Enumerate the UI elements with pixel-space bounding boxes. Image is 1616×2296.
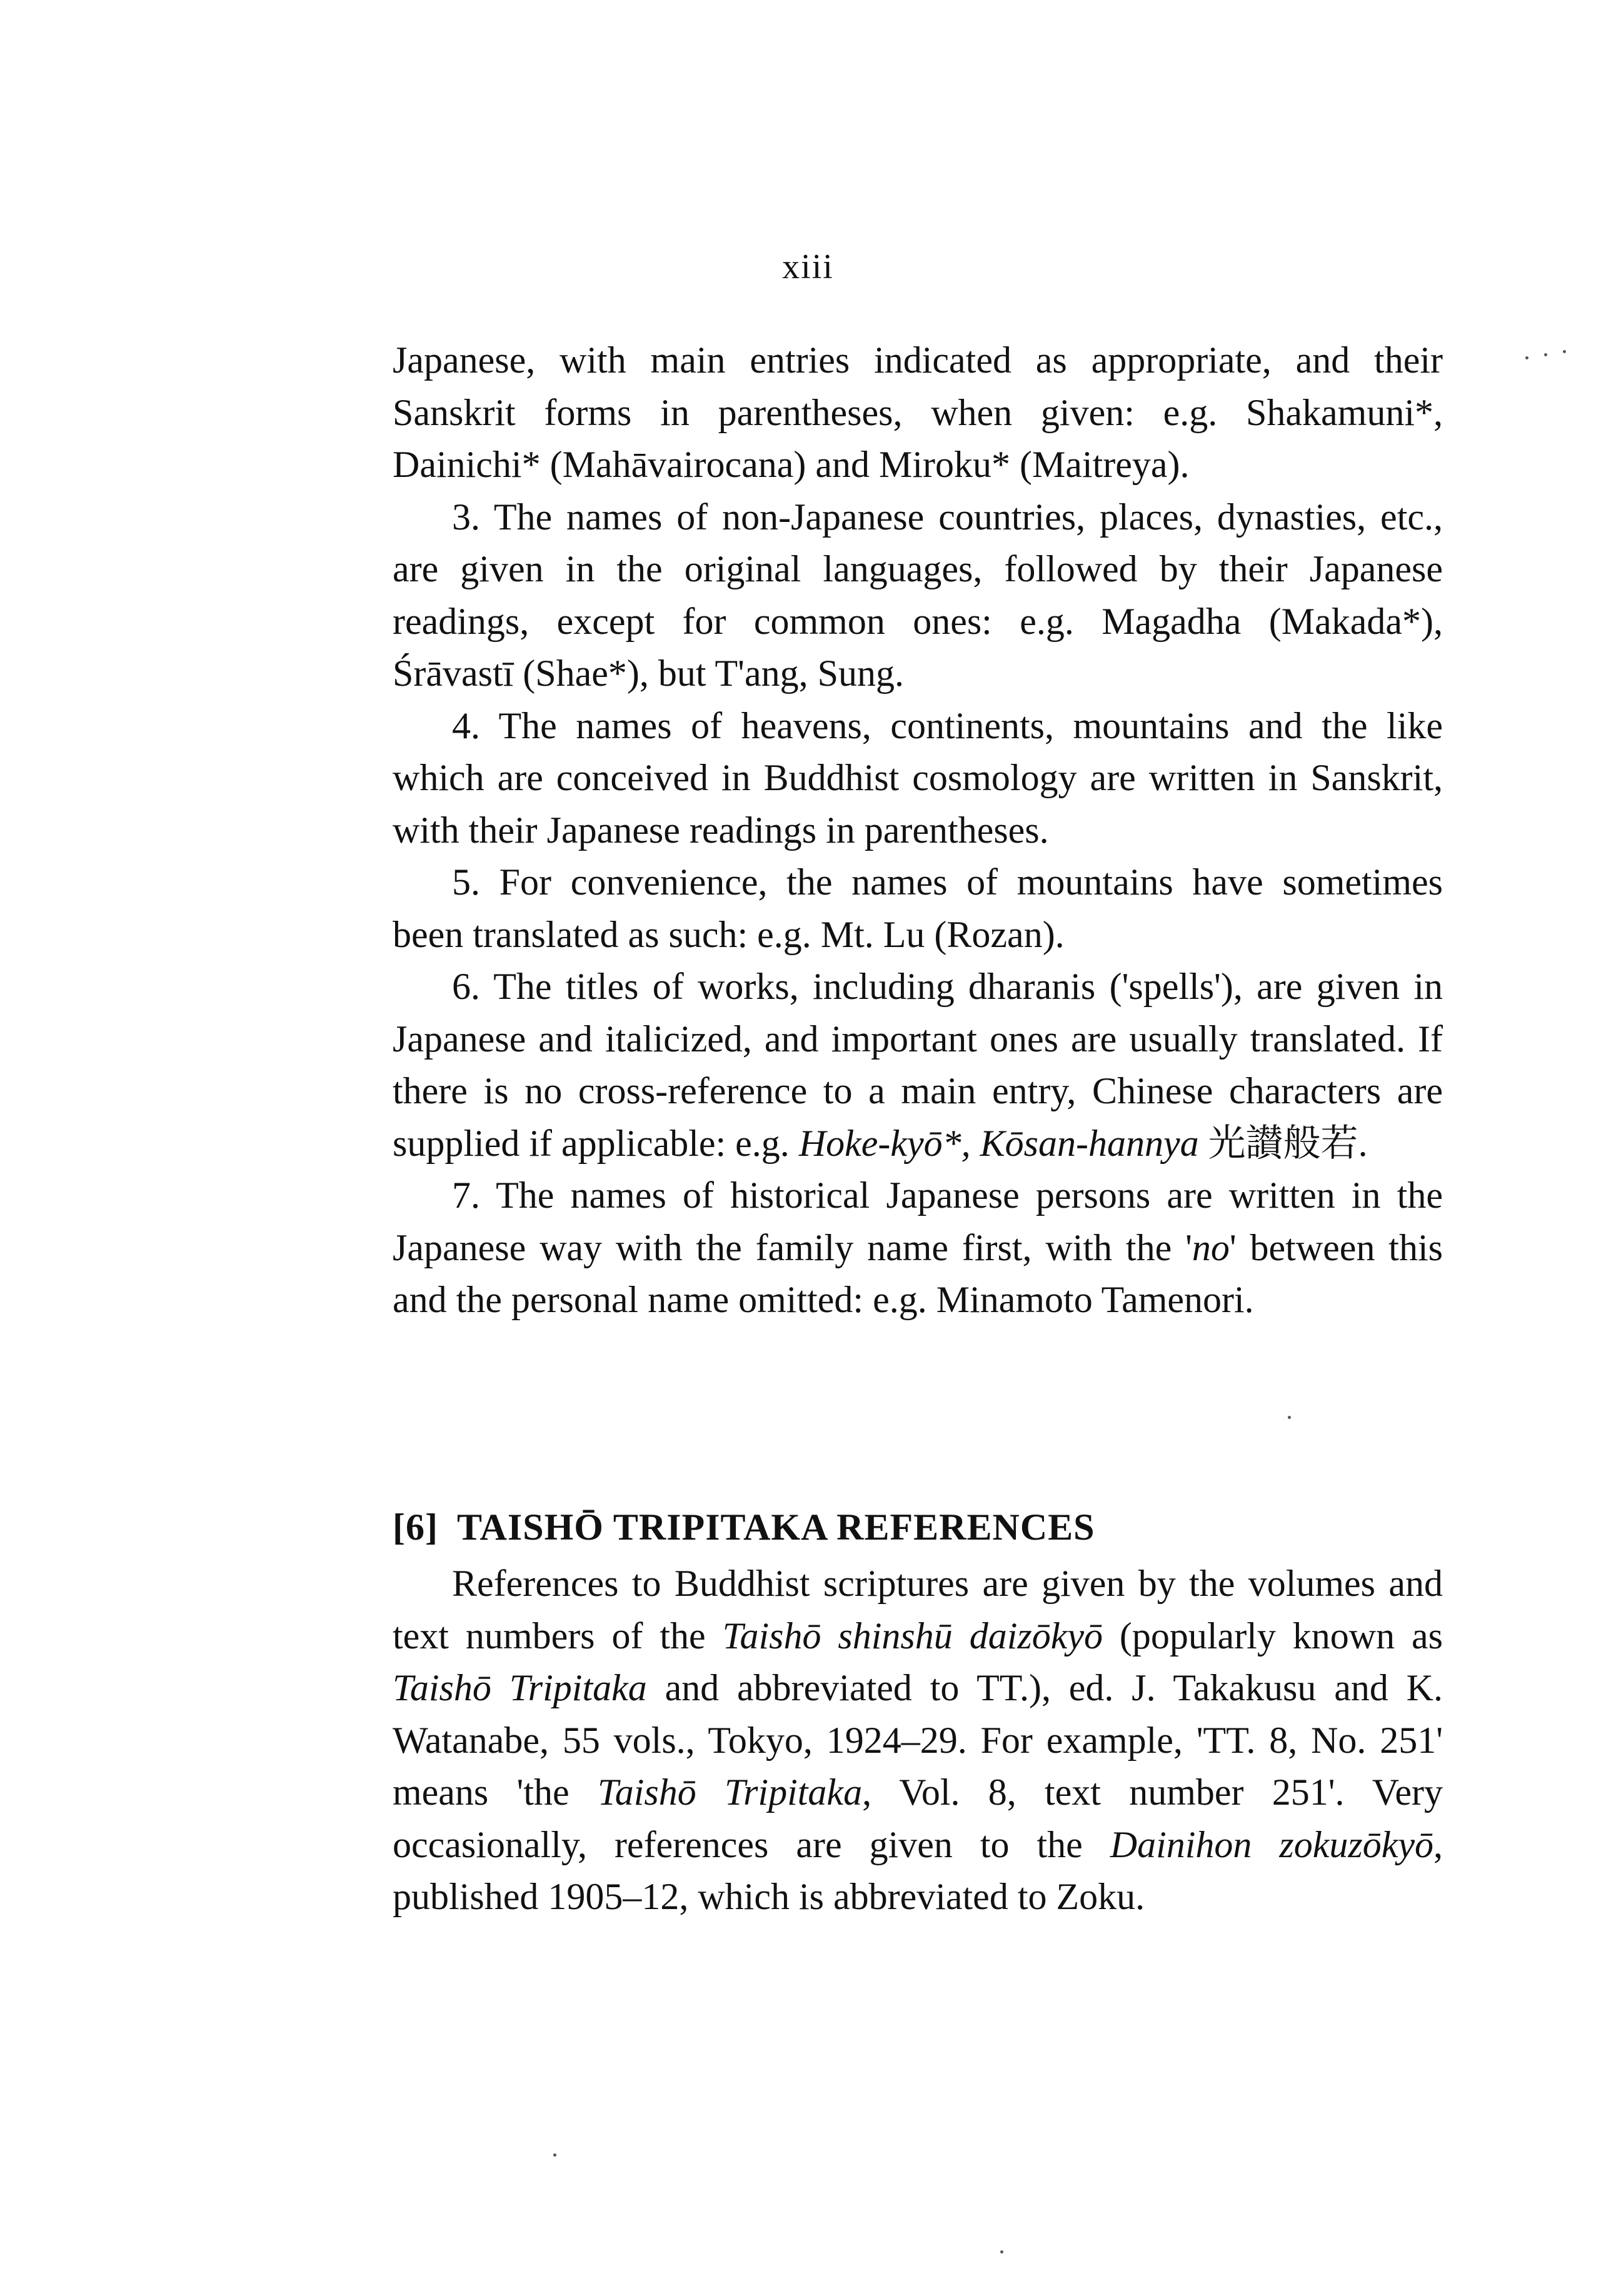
italic-term: no <box>1192 1226 1230 1268</box>
italic-title: Taishō shinshū daizōkyō <box>722 1615 1103 1657</box>
scan-speck <box>553 2153 556 2157</box>
scan-speck <box>1288 1416 1291 1419</box>
italic-title: Taishō Tripitaka <box>597 1772 863 1813</box>
scan-speck <box>1544 353 1547 356</box>
scan-speck <box>1563 350 1566 353</box>
paragraph-text: References to Buddhist scriptures are given by the volumes and text numbers of the <box>393 1563 1443 1657</box>
chinese-characters: 光讃般若. <box>1198 1122 1368 1164</box>
page-number: xiii <box>782 248 834 286</box>
paragraph-text: Japanese, with main entries indicated as appropriate, and their Sanskrit forms in parentheses, when given: e.g. Shakamuni*, Dainichi* (Mahāvairocana) and Miroku* (Maitreya). <box>393 339 1443 485</box>
paragraph-text: (popularly known as <box>1102 1615 1443 1657</box>
paragraph-text: 7. The names of historical Japanese persons are written in the Japanese way with the family name first, with the ' <box>393 1175 1443 1268</box>
paragraph-item-7 <box>393 1170 1443 1326</box>
paragraph-item-4 <box>393 700 1443 857</box>
italic-title: Dainihon zokuzōkyō <box>1110 1823 1433 1865</box>
paragraph-text: 6. The titles of works, including dharanis ('spells'), are given in Japanese and italicized, and important ones are usually translated. If there is no cross-reference to a main entry, Chinese characters are supplied if applicable: e.g. <box>393 966 1443 1164</box>
section-number: [6] <box>393 1506 438 1548</box>
section-paragraph <box>393 1558 1443 1923</box>
italic-title: Hoke-kyō*, Kōsan-hannya <box>798 1122 1199 1164</box>
paragraph-text: and abbreviated to TT.), ed. J. Takakusu and K. Watanabe, 55 vols., Tokyo, 1924–29. For example, 'TT. 8, No. 251' means 'the <box>393 1667 1443 1813</box>
italic-title: Taishō Tripitaka <box>393 1667 647 1708</box>
numbered-list-section <box>393 334 1443 1326</box>
paragraph-item-6 <box>393 961 1443 1170</box>
paragraph-text: 5. For convenience, the names of mountains have sometimes been translated as such: e.g. Mt. Lu (Rozan). <box>393 861 1443 955</box>
paragraph-text: ' between this and the personal name omitted: e.g. Minamoto Tamenori. <box>393 1226 1443 1320</box>
section-taisho-references <box>393 1499 1443 1923</box>
section-heading <box>393 1499 1443 1555</box>
scan-speck <box>1525 356 1528 359</box>
paragraph-text: 4. The names of heavens, continents, mountains and the like which are conceived in Buddhist cosmology are written in Sanskrit, with their Japanese readings in parentheses. <box>393 704 1443 851</box>
paragraph-item-3 <box>393 491 1443 700</box>
section-title: TAISHŌ TRIPITAKA REFERENCES <box>456 1506 1095 1548</box>
paragraph-continuation <box>393 334 1443 491</box>
paragraph-item-5 <box>393 856 1443 961</box>
paragraph-text: 3. The names of non-Japanese countries, places, dynasties, etc., are given in the original languages, followed by their Japanese readings, except for common ones: e.g. Magadha (Makada*), Śrāvastī (Shae*), but T'ang, Sung. <box>393 496 1443 694</box>
scan-speck <box>1000 2250 1003 2253</box>
paragraph-text: , published 1905–12, which is abbreviated to Zoku. <box>393 1823 1443 1917</box>
paragraph-text: , Vol. 8, text number 251'. Very occasionally, references are given to the <box>393 1772 1443 1865</box>
